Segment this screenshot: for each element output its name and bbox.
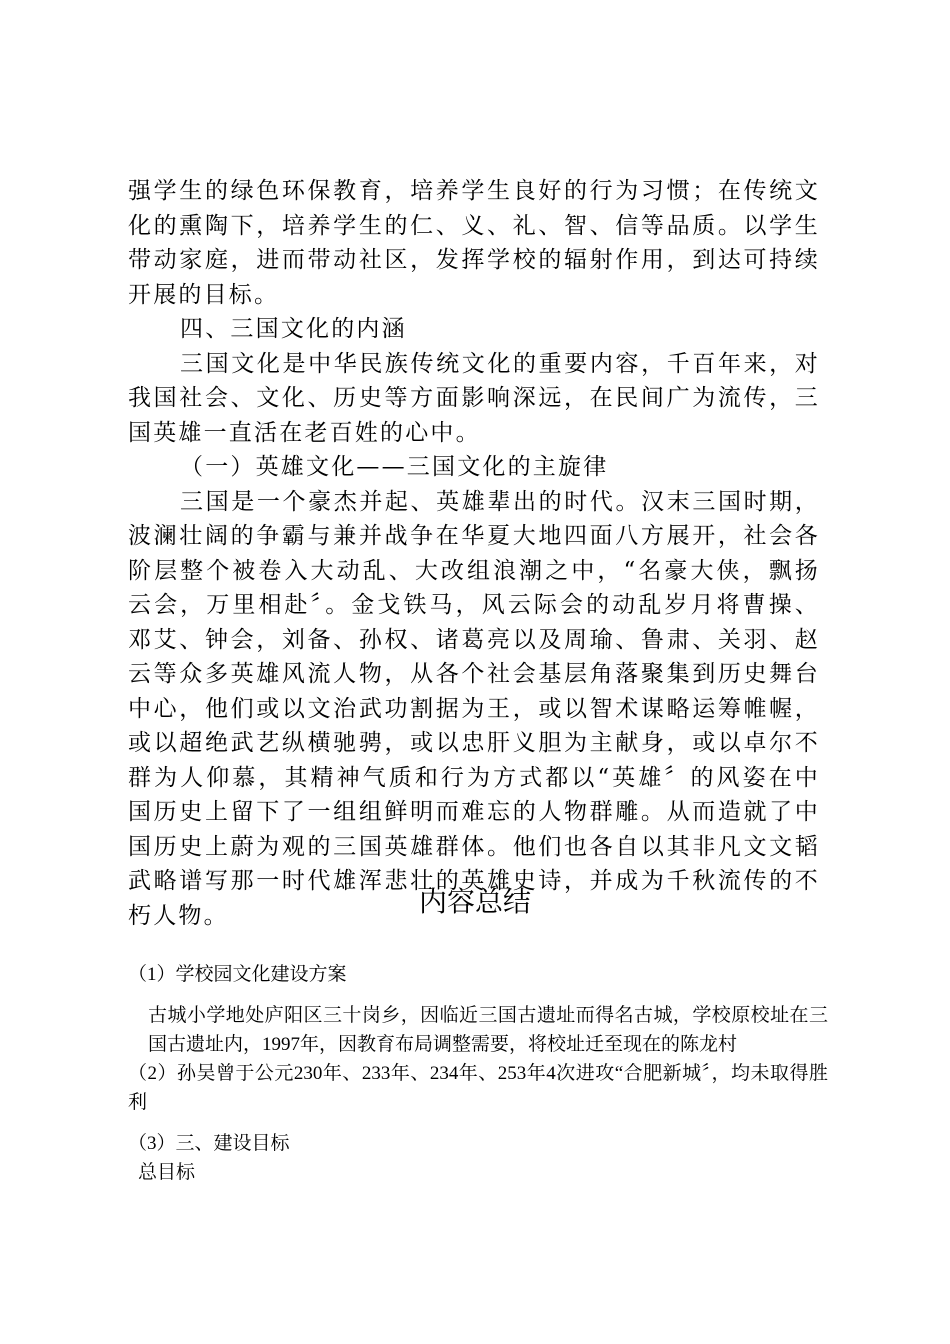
body-text — [128, 174, 820, 933]
summary-item: 总目标 — [138, 1162, 196, 1183]
summary-item: 古城小学地处庐阳区三十岗乡，因临近三国古遗址而得名古城，学校原校址在三国古遗址内，1997年，因教育布局调整需要，将校址迁至现在的陈龙村 — [148, 1005, 828, 1055]
summary-item: （3）三、建设目标 — [128, 1133, 290, 1154]
summary-title: 内容总结 — [418, 887, 531, 918]
summary-section — [128, 960, 828, 1187]
body-paragraph: 三国是一个豪杰并起、英雄辈出的时代。汉末三国时期，波澜壮阔的争霸与兼并战争在华夏大地四面八方展开，社会各阶层整个被卷入大动乱、大改组浪潮之中，“名豪大侠，飘扬云会，万里相赴〞。金戈铁马，风云际会的动乱岁月将曹操、邓艾、钟会，刘备、孙权、诸葛亮以及周瑜、鲁肃、关羽、赵云等众多英雄风流人物，从各个社会基层角落聚集到历史舞台中心，他们或以文治武功割据为王，或以智术谋略运筹帷幄，或以超绝武艺纵横驰骋，或以忠肝义胆为主献身，或以卓尔不群为人仰慕，其精神气质和行为方式都以“英雄〞的风姿在中国历史上留下了一组组鲜明而难忘的人物群雕。从而造就了中国历史上蔚为观的三国英雄群体。他们也各自以其非凡文文韬武略谱写那一时代雄浑悲壮的英雄史诗，并成为千秋流传的不朽人物。 — [128, 488, 820, 929]
body-paragraph: 三国文化是中华民族传统文化的重要内容，千百年来，对我国社会、文化、历史等方面影响深远，在民间广为流传，三国英雄一直活在老百姓的心中。 — [128, 350, 820, 446]
summary-item: （1）学校园文化建设方案 — [128, 964, 347, 985]
section-heading: 四、三国文化的内涵 — [180, 316, 407, 342]
body-paragraph: 强学生的绿色环保教育，培养学生良好的行为习惯；在传统文化的熏陶下，培养学生的仁、义、礼、智、信等品质。以学生带动家庭，进而带动社区，发挥学校的辐射作用，到达可持续开展的目标。 — [128, 178, 820, 308]
summary-item: （2）孙吴曾于公元230年、233年、234年、253年4次进攻“合肥新城〞，均未取得胜利 — [128, 1063, 828, 1113]
subsection-heading: （一）英雄文化——三国文化的主旋律 — [180, 454, 609, 480]
